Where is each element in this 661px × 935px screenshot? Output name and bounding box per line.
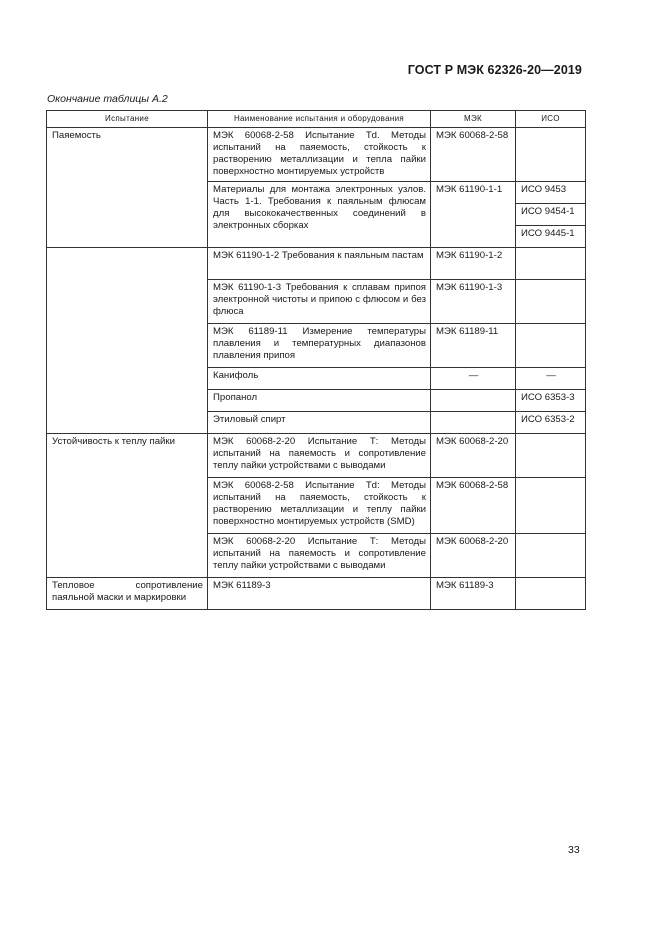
iso-cell <box>516 324 586 368</box>
column-header-iso: ИСО <box>516 111 586 128</box>
iso-cell <box>516 434 586 478</box>
iec-cell: МЭК 61189-11 <box>431 324 516 368</box>
iso-cell <box>516 478 586 534</box>
iec-cell: МЭК 60068-2-58 <box>431 128 516 182</box>
iso-cell: ИСО 9445-1 <box>516 226 586 248</box>
name-cell: МЭК 61190-1-3 Требования к сплавам припоя электронной чистоты и припою с флюсом и без флюса <box>208 280 431 324</box>
standards-table <box>46 110 586 610</box>
name-cell: Пропанол <box>208 390 431 412</box>
iso-cell <box>516 248 586 280</box>
test-cell: Тепловое сопротивление паяльной маски и маркировки <box>47 578 208 610</box>
column-header-test: Испытание <box>47 111 208 128</box>
test-cell <box>47 248 208 434</box>
iec-cell <box>431 412 516 434</box>
table-caption: Окончание таблицы А.2 <box>47 93 168 105</box>
name-cell: МЭК 60068-2-20 Испытание Т: Методы испытаний на паяемость и сопротивление теплу пайки устройствами с выводами <box>208 534 431 578</box>
iso-cell <box>516 280 586 324</box>
iso-cell: — <box>516 368 586 390</box>
table-header-row <box>47 111 586 128</box>
iso-cell <box>516 578 586 610</box>
name-cell: МЭК 61190-1-2 Требования к паяльным пастам <box>208 248 431 280</box>
document-header: ГОСТ Р МЭК 62326-20—2019 <box>407 63 582 77</box>
iso-cell <box>516 534 586 578</box>
iec-cell: — <box>431 368 516 390</box>
test-cell: Устойчивость к теплу пайки <box>47 434 208 578</box>
iso-cell: ИСО 9454-1 <box>516 204 586 226</box>
table-row <box>47 128 586 182</box>
table-row <box>47 434 586 478</box>
test-cell: Паяемость <box>47 128 208 248</box>
name-cell: МЭК 60068-2-58 Испытание Td. Методы испытаний на паяемость, стойкость к растворению металлизации и тепла пайки поверхностно монтируемых устройств <box>208 128 431 182</box>
iec-cell: МЭК 61190-1-3 <box>431 280 516 324</box>
name-cell: МЭК 61189-3 <box>208 578 431 610</box>
iso-cell: ИСО 6353-3 <box>516 390 586 412</box>
iec-cell: МЭК 60068-2-20 <box>431 534 516 578</box>
column-header-name: Наименование испытания и оборудования <box>208 111 431 128</box>
iso-cell <box>516 128 586 182</box>
name-cell: Материалы для монтажа электронных узлов. Часть 1-1. Требования к паяльным флюсам для высококачественных соединений в электронных сборках <box>208 182 431 248</box>
name-cell: Этиловый спирт <box>208 412 431 434</box>
iec-cell: МЭК 61189-3 <box>431 578 516 610</box>
name-cell: МЭК 61189-11 Измерение температуры плавления и температурных диапазонов плавления припоя <box>208 324 431 368</box>
table-row <box>47 248 586 280</box>
table-row <box>47 578 586 610</box>
name-cell: Канифоль <box>208 368 431 390</box>
iso-cell: ИСО 9453 <box>516 182 586 204</box>
column-header-iec: МЭК <box>431 111 516 128</box>
iso-cell: ИСО 6353-2 <box>516 412 586 434</box>
iec-cell: МЭК 60068-2-58 <box>431 478 516 534</box>
iec-cell <box>431 390 516 412</box>
iec-cell: МЭК 61190-1-1 <box>431 182 516 248</box>
name-cell: МЭК 60068-2-58 Испытание Td: Методы испытаний на паяемость, стойкость к растворению металлизации и теплу пайки поверхностно монтируемых устройств (SMD) <box>208 478 431 534</box>
page-number: 33 <box>568 844 580 856</box>
iec-cell: МЭК 60068-2-20 <box>431 434 516 478</box>
iec-cell: МЭК 61190-1-2 <box>431 248 516 280</box>
name-cell: МЭК 60068-2-20 Испытание Т: Методы испытаний на паяемость и сопротивление теплу пайки устройствами с выводами <box>208 434 431 478</box>
